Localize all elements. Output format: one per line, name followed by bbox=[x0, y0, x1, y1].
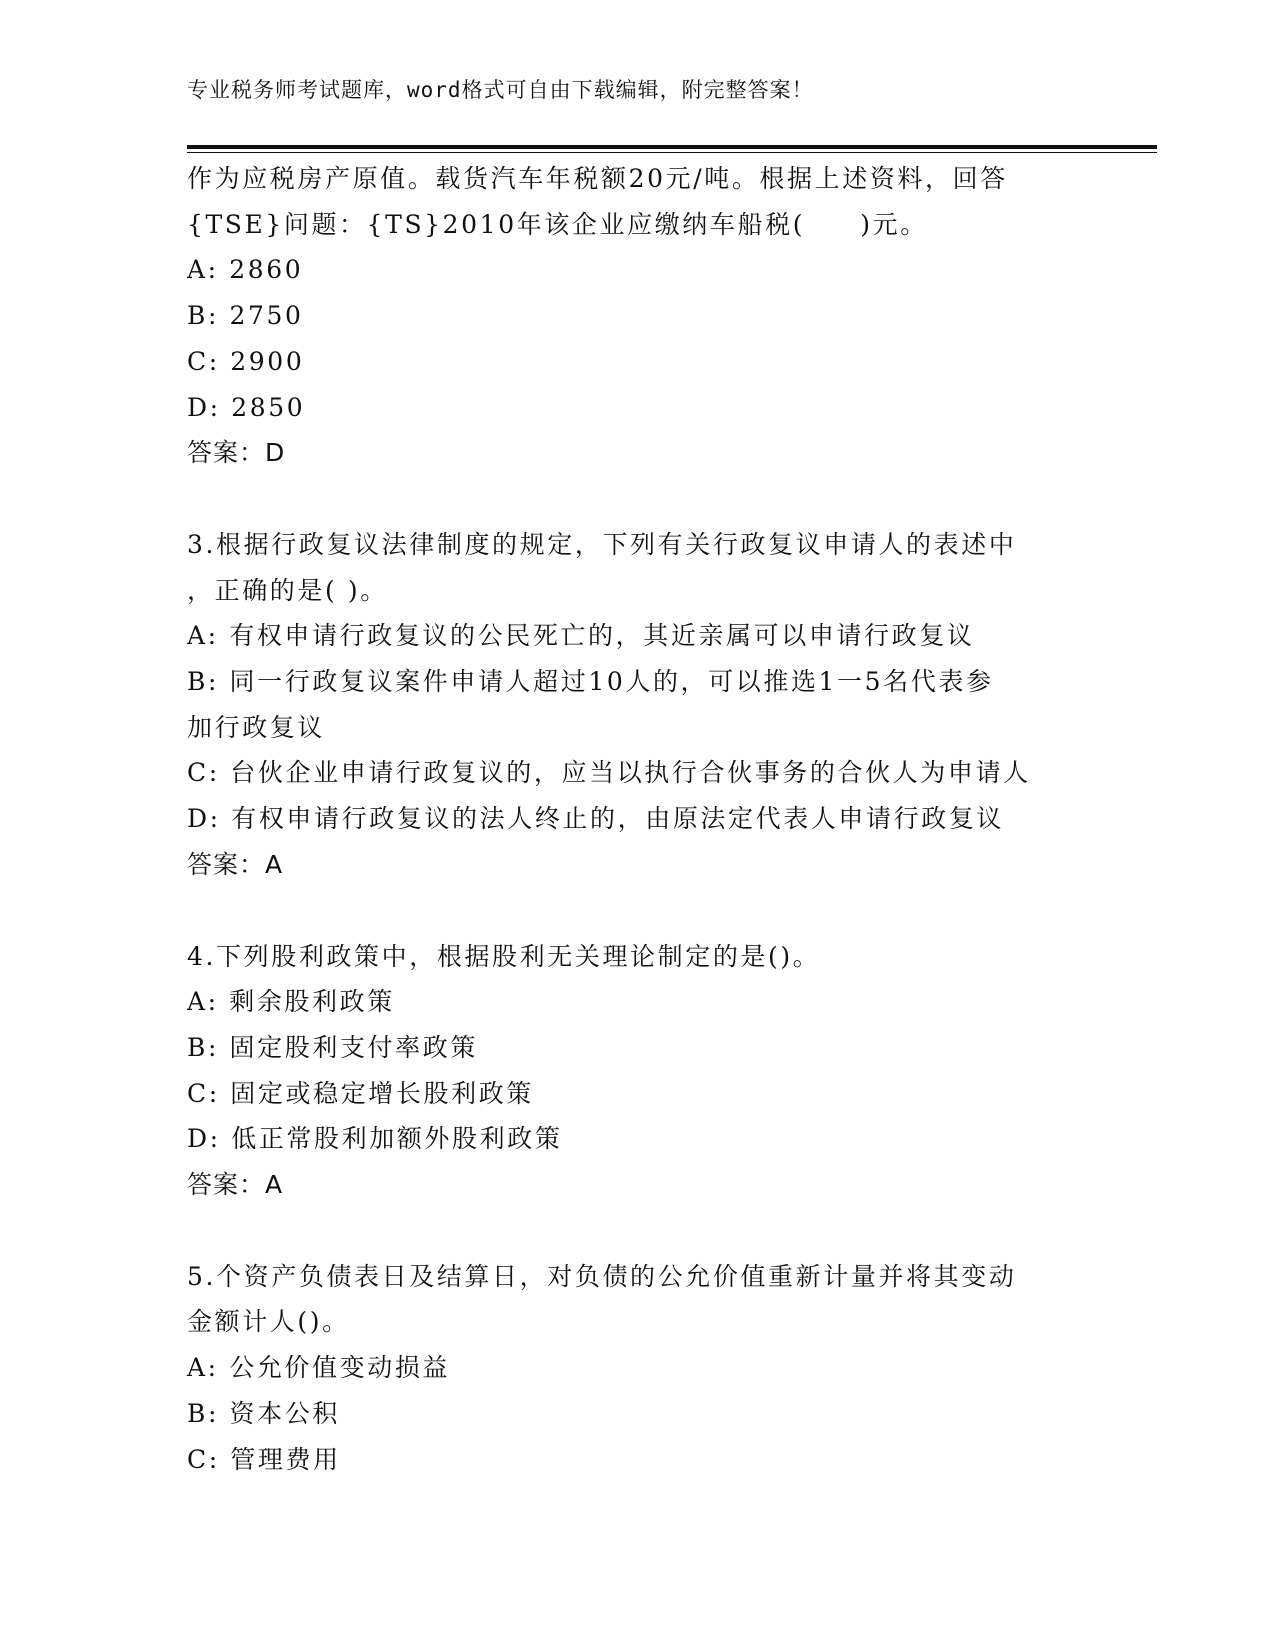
option-b: B: 固定股利支付率政策 bbox=[187, 1032, 478, 1062]
option-d: D: 低正常股利加额外股利政策 bbox=[187, 1124, 563, 1154]
question-5 bbox=[187, 1254, 1087, 1483]
question-stem-line: 作为应税房产原值。载货汽车年税额20元/吨。根据上述资料，回答 bbox=[187, 164, 1008, 193]
option-c: C: 固定或稳定增长股利政策 bbox=[187, 1078, 534, 1108]
question-content bbox=[187, 156, 1087, 1482]
option-c: C: 2900 bbox=[187, 346, 305, 376]
option-a: A: 2860 bbox=[187, 255, 304, 285]
option-b: B: 资本公积 bbox=[187, 1398, 340, 1428]
spacer bbox=[187, 888, 1087, 934]
option-a: A: 公允价值变动损益 bbox=[187, 1353, 451, 1383]
option-c: C: 台伙企业申请行政复议的，应当以执行合伙事务的合伙人为申请人 bbox=[187, 758, 1031, 788]
option-d: D: 2850 bbox=[187, 392, 306, 422]
option-b: B: 2750 bbox=[187, 301, 304, 331]
question-3 bbox=[187, 522, 1087, 888]
page-header: 专业税务师考试题库，word格式可自由下载编辑，附完整答案！ bbox=[187, 78, 814, 102]
option-d: D: 有权申请行政复议的法人终止的，由原法定代表人申请行政复议 bbox=[187, 804, 1005, 834]
spacer bbox=[187, 476, 1087, 522]
question-stem-line: 3.根据行政复议法律制度的规定，下列有关行政复议申请人的表述中 bbox=[187, 529, 1017, 559]
option-b: B: 同一行政复议案件申请人超过10人的，可以推选1一5名代表参 bbox=[187, 667, 994, 697]
question-stem-line: 4.下列股利政策中，根据股利无关理论制定的是()。 bbox=[187, 941, 821, 971]
answer: 答案：A bbox=[187, 1170, 284, 1200]
question-stem-line: 金额计人()。 bbox=[187, 1307, 350, 1337]
answer: 答案：D bbox=[187, 438, 286, 468]
question-stem-line: ，正确的是( )。 bbox=[187, 575, 388, 605]
header-rule-thin bbox=[187, 152, 1157, 153]
option-c: C: 管理费用 bbox=[187, 1444, 341, 1474]
question-stem-line: {TSE}问题：{TS}2010年该企业应缴纳车船税( )元。 bbox=[187, 209, 928, 239]
header-rule-thick bbox=[187, 145, 1157, 149]
question-stem-line: 5.个资产负债表日及结算日，对负债的公允价值重新计量并将其变动 bbox=[187, 1261, 1017, 1291]
answer: 答案：A bbox=[187, 849, 284, 879]
option-a: A: 剩余股利政策 bbox=[187, 987, 395, 1017]
option-b-continued: 加行政复议 bbox=[187, 712, 326, 742]
question-4 bbox=[187, 934, 1087, 1208]
spacer bbox=[187, 1208, 1087, 1254]
option-a: A: 有权申请行政复议的公民死亡的，其近亲属可以申请行政复议 bbox=[187, 621, 975, 651]
question-2-continued bbox=[187, 156, 1087, 476]
